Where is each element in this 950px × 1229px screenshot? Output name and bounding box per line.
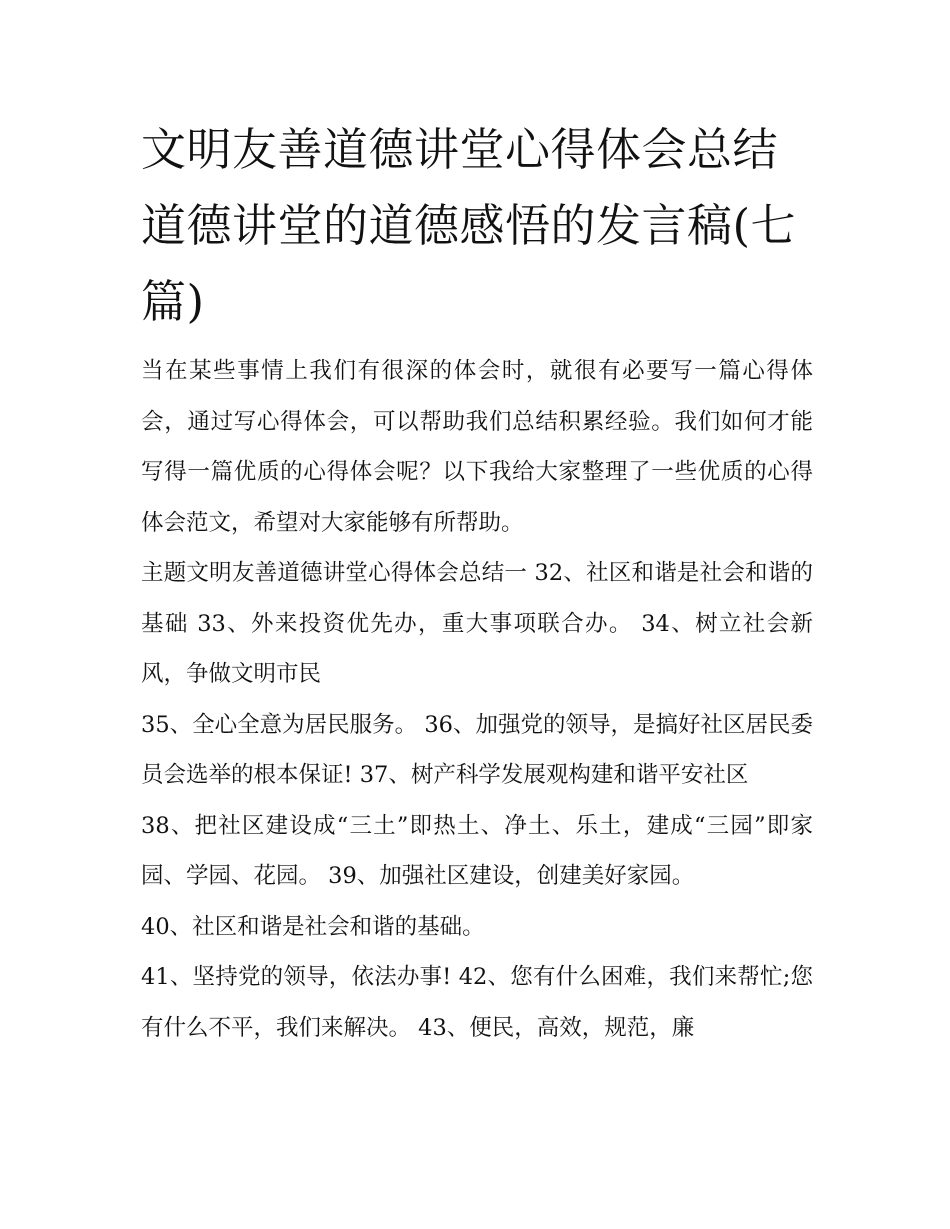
paragraph: 41、坚持党的领导，依法办事! 42、您有什么困难，我们来帮忙;您有什么不平，我们来解决。 43、便民，高效，规范，廉 — [141, 964, 813, 1041]
document-title: 文明友善道德讲堂心得体会总结 道德讲堂的道德感悟的发言稿(七篇) — [141, 123, 797, 328]
paragraph: 40、社区和谐是社会和谐的基础。 — [141, 913, 485, 940]
intro-paragraph: 当在某些事情上我们有很深的体会时，就很有必要写一篇心得体会，通过写心得体会，可以帮助我们总结积累经验。我们如何才能写得一篇优质的心得体会呢？以下我给大家整理了一些优质的心得体会范文，希望对大家能够有所帮助。 — [141, 358, 813, 536]
paragraph: 主题文明友善道德讲堂心得体会总结一 32、社区和谐是社会和谐的基础 33、外来投资优先办，重大事项联合办。 34、树立社会新风，争做文明市民 — [141, 560, 813, 687]
paragraph: 38、把社区建设成“三土”即热土、净土、乐土，建成“三园”即家园、学园、花园。 39、加强社区建设，创建美好家园。 — [141, 812, 813, 889]
document-page — [141, 112, 813, 1053]
paragraph: 35、全心全意为居民服务。 36、加强党的领导，是搞好社区居民委员会选举的根本保证! 37、树产科学发展观构建和谐平安社区 — [141, 711, 813, 788]
